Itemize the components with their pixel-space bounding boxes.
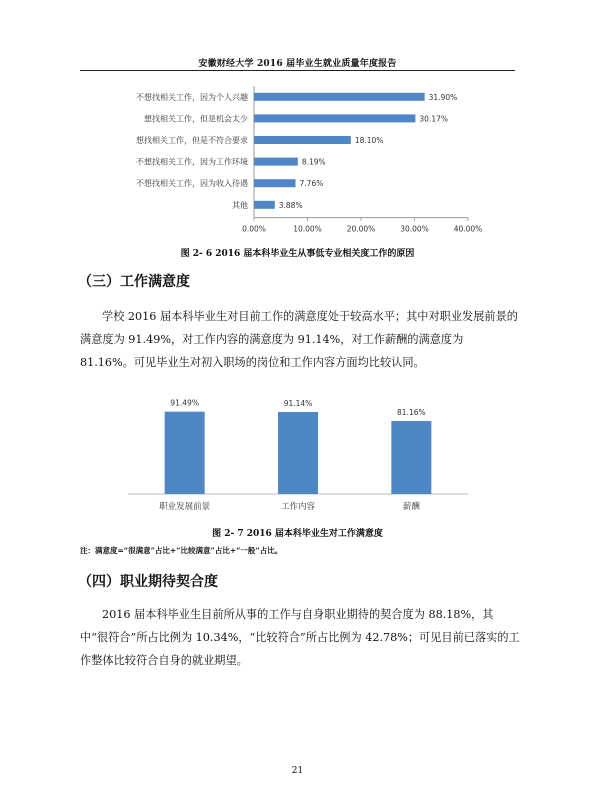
x-tick-label: 0.00% <box>242 224 266 234</box>
section-4-title: （四）职业期待契合度 <box>78 574 218 590</box>
report-header: 安徽财经大学 2016 届毕业生就业质量年度报告 <box>198 59 397 69</box>
header-rule <box>80 70 515 71</box>
bar-value-label: 18.10% <box>354 136 384 145</box>
satisfaction-bar-chart <box>0 385 595 517</box>
category-label: 不想找相关工作，因为收入待遇 <box>136 179 248 189</box>
page-number: 21 <box>291 766 304 776</box>
category-label: 职业发展前景 <box>159 502 211 512</box>
figure-2-7-note: 注：满意度=“很满意”占比+“比较满意”占比+“一般”占比。 <box>80 546 283 555</box>
reasons-bar-chart <box>0 80 595 240</box>
section-3-title: （三）工作满意度 <box>78 274 190 290</box>
bar-value-label: 30.17% <box>419 114 449 124</box>
bar-value-label: 8.19% <box>301 157 326 167</box>
bar-value-label: 91.49% <box>170 398 199 408</box>
category-label: 薪酬 <box>402 502 420 512</box>
category-label: 其他 <box>232 200 248 210</box>
figure-2-7-caption: 图 2- 7 2016 届本科毕业生对工作满意度 <box>212 529 383 539</box>
category-label: 不想找相关工作，因为个人兴趣 <box>136 92 248 102</box>
bar-value-label: 3.88% <box>278 200 303 210</box>
bar-value-label: 81.16% <box>397 407 426 417</box>
bar <box>254 201 275 209</box>
section-3-paragraph: 学校 2016 届本科毕业生对目前工作的满意度处于较高水平；其中对职业发展前景的满意度为 91.49%，对工作内容的满意度为 91.14%，对工作薪酬的满意度为 81.16%。可见毕业生对初入职场的岗位和工作内容方面均比较认同。 <box>80 310 518 369</box>
bar <box>254 136 351 144</box>
bar <box>254 179 296 187</box>
x-tick-label: 10.00% <box>293 224 322 234</box>
bar <box>278 412 318 494</box>
bar-value-label: 7.76% <box>299 179 324 189</box>
bar <box>254 114 415 122</box>
category-label: 工作内容 <box>280 502 316 512</box>
x-tick-label: 40.00% <box>453 224 483 234</box>
bar <box>165 412 205 494</box>
bar <box>254 93 425 101</box>
category-label: 想找相关工作，但是机会太少 <box>144 114 248 124</box>
bar-value-label: 91.14% <box>283 398 313 408</box>
category-label: 想找相关工作，但是不符合要求 <box>136 136 248 145</box>
x-tick-label: 20.00% <box>346 224 376 234</box>
bar <box>391 421 431 494</box>
category-label: 不想找相关工作，因为工作环境 <box>136 157 248 167</box>
section-4-paragraph: 2016 届本科毕业生目前所从事的工作与自身职业期待的契合度为 88.18%，其中“很符合”所占比例为 10.34%，“比较符合”所占比例为 42.78%；可见目前已落实的工作整体比较符合自身的就业期望。 <box>80 608 520 667</box>
bar <box>254 158 298 166</box>
x-tick-label: 30.00% <box>400 224 429 234</box>
figure-2-6-caption: 图 2- 6 2016 届本科毕业生从事低专业相关度工作的原因 <box>180 249 415 259</box>
bar-value-label: 31.90% <box>428 92 458 102</box>
